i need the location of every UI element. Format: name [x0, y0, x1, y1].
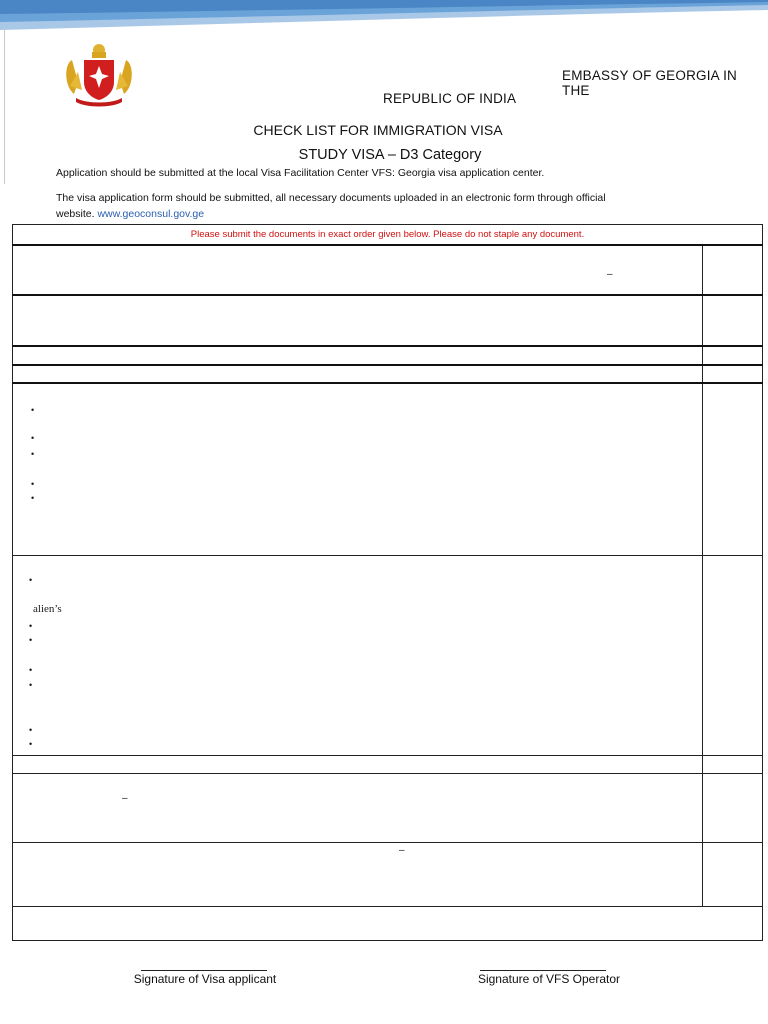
table-row: [13, 755, 763, 773]
check-box-cell[interactable]: [703, 245, 763, 295]
operator-signature-line: [480, 970, 606, 971]
item-description-cell: [13, 245, 703, 295]
item-description-cell: [13, 346, 703, 365]
checklist-title: CHECK LIST FOR IMMIGRATION VISA: [253, 122, 503, 138]
check-box-cell[interactable]: [703, 755, 763, 773]
geoconsul-website-link[interactable]: www.geoconsul.gov.ge: [97, 208, 205, 220]
bullet: •: [31, 433, 35, 443]
check-box-cell[interactable]: [703, 773, 763, 842]
document-checklist-table: [12, 224, 763, 941]
remarks-cell[interactable]: [13, 906, 763, 940]
online-form-text: The visa application form should be submitted, all necessary documents uploaded in an electronic form through official: [56, 192, 606, 204]
table-row: [13, 365, 763, 383]
bullet: •: [29, 724, 33, 735]
check-box-cell[interactable]: [703, 555, 763, 755]
check-box-cell[interactable]: [703, 365, 763, 383]
check-box-cell[interactable]: [703, 295, 763, 346]
item-description-cell: [13, 365, 703, 383]
dash-mark: –: [399, 844, 405, 856]
embassy-name-line2: REPUBLIC OF INDIA: [383, 91, 517, 106]
online-form-paragraph: [56, 190, 706, 222]
check-box-cell[interactable]: [703, 383, 763, 555]
bullet: •: [29, 634, 33, 645]
bullet: •: [31, 449, 35, 459]
website-label: website.: [56, 208, 95, 220]
submission-paragraph: Application should be submitted at the local Visa Facilitation Center VFS: Georgia visa application center.: [56, 167, 545, 179]
item-description-cell: [13, 755, 703, 773]
applicant-signature-line: [141, 970, 267, 971]
bullet: •: [29, 738, 33, 749]
applicant-signature-label: Signature of Visa applicant: [133, 972, 277, 986]
bullet: •: [31, 405, 35, 415]
table-row: [13, 773, 763, 842]
item-description-cell: [13, 383, 703, 555]
table-row: [13, 842, 763, 906]
check-box-cell[interactable]: [703, 842, 763, 906]
table-row: [13, 245, 763, 295]
operator-signature-label: Signature of VFS Operator: [477, 972, 621, 986]
table-row: [13, 383, 763, 555]
bullet: •: [31, 479, 35, 489]
table-row: [13, 906, 763, 940]
bullet: •: [29, 574, 33, 585]
bullet: •: [29, 664, 33, 675]
bullet: •: [29, 679, 33, 690]
item-description-cell: [13, 773, 703, 842]
georgia-coat-of-arms-icon: [62, 42, 136, 108]
georgian-embassy-name: [400, 70, 562, 84]
item-description-cell: [13, 842, 703, 906]
header-decorative-band: [0, 0, 768, 30]
item-description-cell: [13, 295, 703, 346]
embassy-name-line1: EMBASSY OF GEORGIA IN THE: [562, 68, 737, 98]
bullet: •: [29, 620, 33, 631]
item-description-cell: [13, 555, 703, 755]
alien-text: alien’s: [33, 602, 62, 615]
dash-mark: –: [122, 792, 128, 804]
table-row: [13, 555, 763, 755]
visa-category-title: STUDY VISA – D3 Category: [298, 147, 482, 163]
check-box-cell[interactable]: [703, 346, 763, 365]
notice-row: [13, 225, 763, 246]
bullet: •: [31, 493, 35, 503]
staple-notice: Please submit the documents in exact order given below. Please do not staple any document.: [13, 225, 763, 246]
table-row: [13, 295, 763, 346]
dash-mark: –: [607, 269, 613, 280]
frame-line: [4, 28, 5, 184]
table-row: [13, 346, 763, 365]
